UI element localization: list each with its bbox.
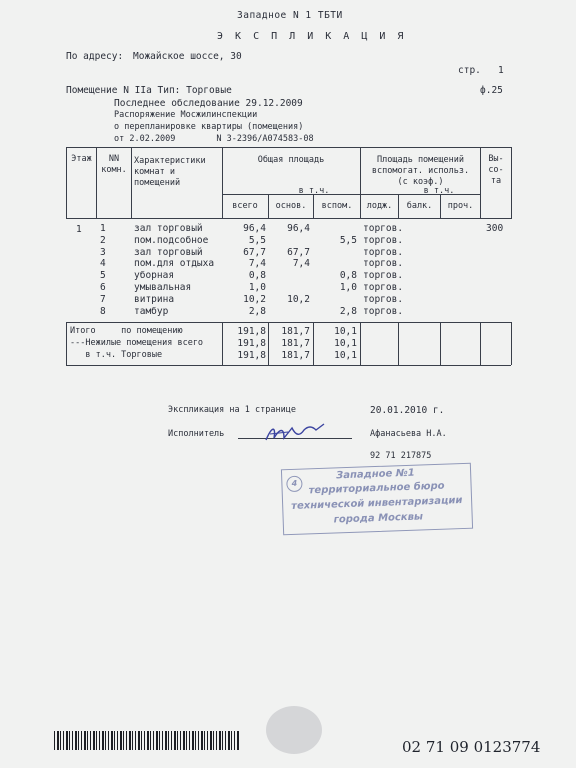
totals-label: Итого по помещению: [70, 326, 183, 336]
height-value: 300: [486, 223, 504, 234]
col-nn-header: NN комн.: [101, 154, 127, 175]
page-label: стр.: [458, 65, 481, 76]
totals-main-area: 181,7: [281, 326, 310, 337]
col-area-incl: в т.ч.: [298, 186, 330, 196]
executor-name: Афанасьева Н.А.: [370, 429, 447, 439]
stamp-line-3: технической инвентаризации: [291, 495, 463, 512]
room-main-area: 7,4: [292, 258, 310, 269]
room-total-area: 7,4: [248, 258, 266, 269]
room-total-area: 67,7: [243, 247, 266, 258]
room-type: торгов.: [363, 294, 404, 305]
col-loggia-header: лодж.: [366, 201, 393, 211]
office-name: Западное N 1 ТБТИ: [237, 10, 343, 21]
room-aux-area: 2,8: [339, 306, 357, 317]
totals-main-area: 181,7: [281, 338, 310, 349]
stamp-line-2: территориальное бюро: [308, 480, 445, 497]
order-line-1: Распоряжение Мосжилинспекции: [114, 110, 258, 120]
floor-value: 1: [76, 224, 82, 235]
room-number: 4: [100, 258, 106, 269]
totals-aux-area: 10,1: [334, 326, 357, 337]
room-main-area: 10,2: [287, 294, 310, 305]
registry-code: 92 71 217875: [370, 451, 432, 461]
totals-label: в т.ч. Торговые: [70, 350, 163, 360]
col-main-header: основ.: [275, 201, 307, 211]
room-type: торгов.: [363, 258, 404, 269]
col-desc-header: Характеристики комнат и помещений: [134, 156, 206, 188]
room-aux-area: 5,5: [339, 235, 357, 246]
executor-label: Исполнитель: [168, 429, 225, 439]
room-main-area: 96,4: [287, 223, 310, 234]
col-other-header: проч.: [447, 201, 474, 211]
col-aux-incl: в т.ч.: [423, 186, 455, 196]
form-number: ф.25: [480, 85, 503, 96]
room-number: 2: [100, 235, 106, 246]
last-survey: Последнее обследование 29.12.2009: [114, 98, 303, 109]
room-line: Помещение N IIa Тип: Торговые: [66, 85, 232, 96]
room-name: умывальная: [134, 282, 192, 293]
document-number: 02 71 09 0123774: [402, 738, 541, 756]
order-line-2: о перепланировке квартиры (помещения): [114, 122, 304, 132]
col-floor-header: Этаж: [71, 154, 92, 164]
room-type: торгов.: [363, 306, 404, 317]
totals-total-area: 191,8: [237, 326, 266, 337]
barcode: [54, 731, 240, 750]
room-number: 1: [100, 223, 106, 234]
room-total-area: 5,5: [248, 235, 266, 246]
room-aux-area: 1,0: [339, 282, 357, 293]
col-balcony-header: балк.: [406, 201, 433, 211]
room-aux-area: 0,8: [339, 270, 357, 281]
totals-total-area: 191,8: [237, 338, 266, 349]
address-value: Можайское шоссе, 30: [133, 51, 242, 62]
totals-label: ---Нежилые помещения всего: [70, 338, 204, 348]
room-type: торгов.: [363, 282, 404, 293]
address-label: По адресу:: [66, 51, 124, 62]
room-number: 6: [100, 282, 106, 293]
room-type: торгов.: [363, 223, 404, 234]
room-total-area: 96,4: [243, 223, 266, 234]
room-name: витрина: [134, 294, 175, 305]
col-aux-area-header: Площадь помещений вспомогат. использ. (с коэф.): [371, 155, 470, 187]
signature-image: [262, 422, 332, 446]
office-stamp: [281, 463, 473, 536]
totals-total-area: 191,8: [237, 350, 266, 361]
room-number: 7: [100, 294, 106, 305]
room-number: 3: [100, 247, 106, 258]
document-date: 20.01.2010 г.: [370, 405, 445, 416]
room-type: торгов.: [363, 235, 404, 246]
totals-aux-area: 10,1: [334, 350, 357, 361]
col-area-header: Общая площадь: [257, 155, 325, 165]
room-number: 8: [100, 306, 106, 317]
room-name: зал торговый: [134, 247, 203, 258]
order-line-3: от 2.02.2009 N 3-2396/А074583-08: [114, 134, 314, 144]
room-number: 5: [100, 270, 106, 281]
room-type: торгов.: [363, 247, 404, 258]
room-type: торгов.: [363, 270, 404, 281]
pages-line: Экспликация на 1 странице: [168, 405, 296, 415]
room-main-area: 67,7: [287, 247, 310, 258]
room-total-area: 2,8: [248, 306, 266, 317]
room-total-area: 1,0: [248, 282, 266, 293]
room-total-area: 10,2: [243, 294, 266, 305]
room-total-area: 0,8: [248, 270, 266, 281]
col-aux-header: вспом.: [321, 201, 353, 211]
col-height-header: Вы- со- та: [488, 154, 504, 186]
room-name: пом.подсобное: [134, 235, 209, 246]
totals-main-area: 181,7: [281, 350, 310, 361]
room-name: зал торговый: [134, 223, 203, 234]
col-total-header: всего: [232, 201, 258, 211]
embossed-seal: [266, 706, 322, 754]
room-name: тамбур: [134, 306, 169, 317]
page-number: 1: [498, 65, 504, 76]
stamp-line-4: города Москвы: [333, 511, 424, 526]
totals-aux-area: 10,1: [334, 338, 357, 349]
document-title: Э К С П Л И К А Ц И Я: [217, 31, 407, 42]
stamp-line-1: Западное №1: [335, 467, 415, 482]
room-name: пом.для отдыха: [134, 258, 215, 269]
stamp-number: 4: [286, 476, 303, 493]
room-name: уборная: [134, 270, 175, 281]
